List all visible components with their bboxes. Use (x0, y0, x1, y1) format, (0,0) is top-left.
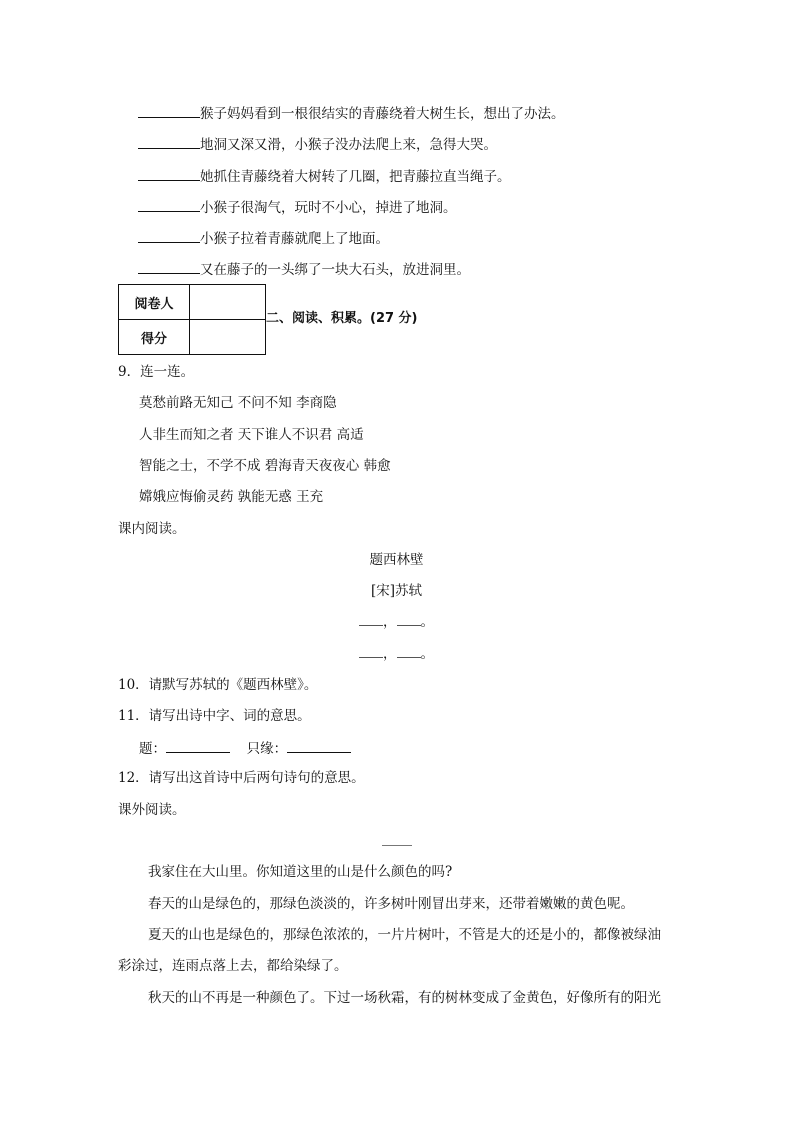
passage-paragraph: 秋天的山不再是一种颜色了。下过一场秋霜，有的树林变成了金黄色，好像所有的阳光 (148, 990, 661, 1006)
in-class-reading-label: 课内阅读。 (118, 521, 186, 537)
reviewer-label: 阅卷人 (119, 285, 190, 320)
answer-blank[interactable] (138, 103, 200, 118)
poem-title: 题西林壁 (369, 552, 424, 568)
poem-line-blanks (0, 645, 793, 663)
ordering-item (138, 166, 511, 186)
ordering-sentence: 地洞又深又滑，小猴子没办法爬上来，急得大哭。 (200, 137, 497, 153)
q10: 10．请默写苏轼的《题西林壁》。 (118, 677, 318, 693)
q9-row: 人非生而知之者 天下谁人不识君 高适 (139, 427, 364, 443)
answer-blank[interactable] (138, 228, 200, 243)
score-cell[interactable] (190, 320, 266, 355)
ordering-item (138, 134, 497, 154)
answer-blank[interactable] (138, 134, 200, 149)
answer-blank[interactable] (138, 166, 200, 181)
passage-paragraph: 我家住在大山里。你知道这里的山是什么颜色的吗? (148, 864, 453, 880)
poem-line-blanks (0, 613, 793, 631)
ordering-item (138, 259, 470, 279)
answer-blank[interactable] (138, 259, 200, 274)
passage-title-blank[interactable] (0, 836, 793, 854)
extra-reading-label: 课外阅读。 (118, 802, 186, 818)
section-title: 二、阅读、积累。(27 分) (266, 311, 418, 326)
grading-box (118, 284, 266, 355)
passage-paragraph: 春天的山是绿色的，那绿色淡淡的，许多树叶刚冒出芽来，还带着嫩嫩的黄色呢。 (148, 896, 634, 912)
ordering-item (138, 197, 457, 217)
passage-paragraph-cont: 彩涂过，连雨点落上去，都给染绿了。 (118, 958, 348, 974)
poem-author: [宋]苏轼 (370, 583, 423, 599)
q11-term1-label: 题： (139, 741, 166, 757)
q11-term2-blank[interactable] (287, 738, 351, 753)
ordering-sentence: 小猴子拉着青藤就爬上了地面。 (200, 231, 389, 247)
q9-row: 智能之士，不学不成 碧海青天夜夜心 韩愈 (139, 458, 391, 474)
passage-paragraph: 夏天的山也是绿色的，那绿色浓浓的，一片片树叶，不管是大的还是小的，都像被绿油 (148, 927, 661, 943)
q9-title: 9．连一连。 (118, 364, 195, 380)
poem-blank[interactable] (397, 645, 421, 658)
poem-period: 。 (420, 614, 434, 630)
poem-blank[interactable] (359, 613, 383, 626)
ordering-sentence: 她抓住青藤绕着大树转了几圈，把青藤拉直当绳子。 (200, 169, 511, 185)
q11-term1-blank[interactable] (166, 738, 230, 753)
q11-title: 11．请写出诗中字、词的意思。 (118, 708, 311, 724)
ordering-sentence: 小猴子很淘气，玩时不小心，掉进了地洞。 (200, 200, 457, 216)
poem-blank[interactable] (397, 613, 421, 626)
ordering-sentence: 又在藤子的一头绑了一块大石头，放进洞里。 (200, 262, 470, 278)
q9-row: 莫愁前路无知己 不问不知 李商隐 (139, 395, 337, 411)
poem-comma: ， (383, 646, 397, 662)
poem-comma: ， (383, 614, 397, 630)
q12: 12．请写出这首诗中后两句诗句的意思。 (118, 770, 365, 786)
poem-blank[interactable] (359, 645, 383, 658)
reviewer-cell[interactable] (190, 285, 266, 320)
ordering-sentence: 猴子妈妈看到一根很结实的青藤绕着大树生长，想出了办法。 (200, 106, 565, 122)
q11-term2-label: 只缘： (246, 741, 288, 757)
q9-row: 嫦娥应悔偷灵药 孰能无惑 王充 (139, 489, 324, 505)
answer-blank[interactable] (138, 197, 200, 212)
q11-terms (139, 738, 351, 758)
ordering-item (138, 103, 565, 123)
ordering-item (138, 228, 389, 248)
poem-period: 。 (420, 646, 434, 662)
score-label: 得分 (119, 320, 190, 355)
